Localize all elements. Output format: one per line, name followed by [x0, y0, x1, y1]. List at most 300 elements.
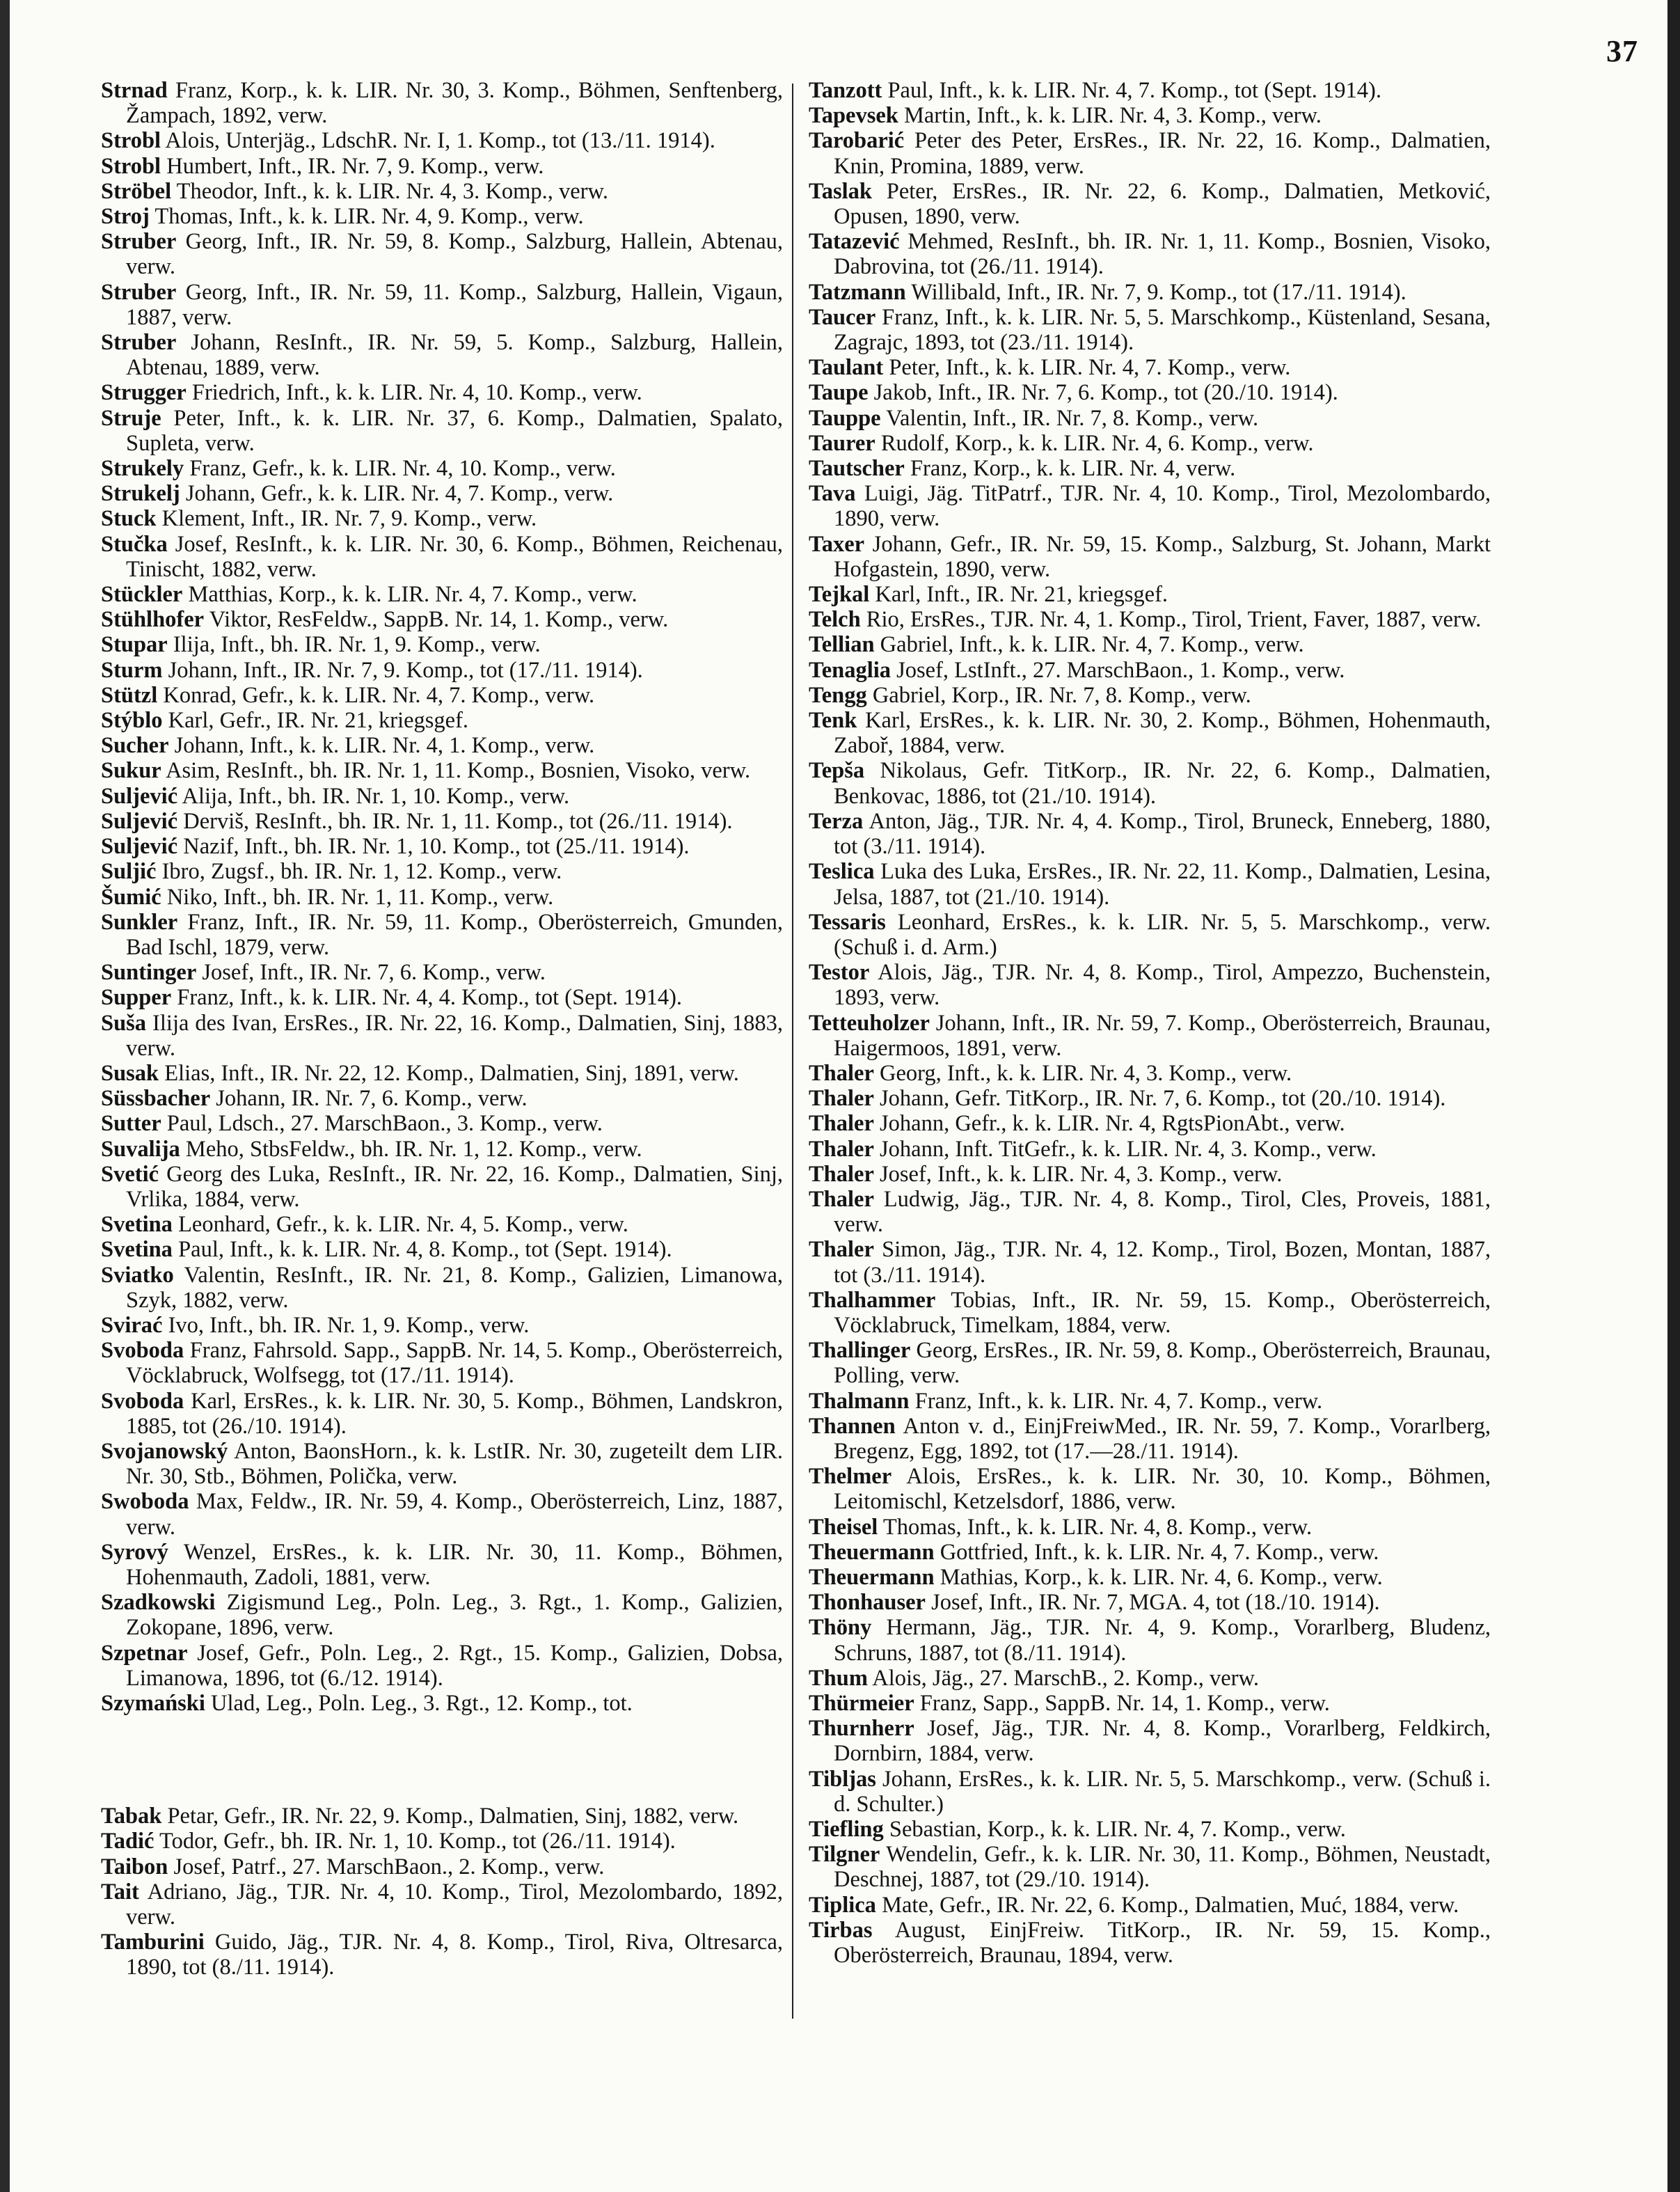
entry-details: Franz, Korp., k. k. LIR. Nr. 30, 3. Komp., Böhmen, Senftenberg, Žampach, 1892, verw. [126, 78, 783, 129]
entry-surname: Thalhammer [809, 1287, 936, 1313]
casualty-entry [101, 1212, 783, 1237]
entry-details: Anton v. d., EinjFreiwMed., IR. Nr. 59, 7. Komp., Vorarlberg, Bregenz, Egg, 1892, tot (17.—28./11. 1914). [834, 1413, 1491, 1464]
entry-surname: Taulant [809, 355, 884, 381]
casualty-entry [809, 128, 1491, 178]
entry-details: Rudolf, Korp., k. k. LIR. Nr. 4, 6. Komp., verw. [875, 430, 1314, 456]
casualty-entry [809, 1767, 1491, 1817]
entry-details: Ilija des Ivan, ErsRes., IR. Nr. 22, 16. Komp., Dalmatien, Sinj, 1883, verw. [126, 1010, 783, 1061]
entry-surname: Sukur [101, 758, 161, 784]
entry-surname: Tava [809, 481, 856, 507]
entry-details: Johann, ErsRes., k. k. LIR. Nr. 5, 5. Marschkomp., verw. (Schuß i. d. Schulter.) [834, 1766, 1491, 1817]
entry-details: Georg, Inft., k. k. LIR. Nr. 4, 3. Komp., verw. [873, 1060, 1292, 1086]
entry-details: Luigi, Jäg. TitPatrf., TJR. Nr. 4, 10. Komp., Tirol, Mezolombardo, 1890, verw. [834, 481, 1491, 532]
casualty-entry [101, 758, 783, 783]
entry-surname: Thallinger [809, 1338, 911, 1364]
entry-details: Johann, Gefr., k. k. LIR. Nr. 4, 7. Komp., verw. [180, 481, 614, 507]
entry-details: Ulad, Leg., Poln. Leg., 3. Rgt., 12. Komp., tot. [205, 1691, 633, 1716]
casualty-entry [101, 532, 783, 582]
entry-details: Mathias, Korp., k. k. LIR. Nr. 4, 6. Komp., verw. [934, 1564, 1383, 1590]
entry-details: Josef, Patrf., 27. MarschBaon., 2. Komp., verw. [168, 1854, 605, 1879]
entry-surname: Tenaglia [809, 657, 891, 683]
entry-details: Luka des Luka, ErsRes., IR. Nr. 22, 11. Komp., Dalmatien, Lesina, Jelsa, 1887, tot (21./10. 1914). [834, 859, 1491, 910]
entry-surname: Theuermann [809, 1539, 935, 1565]
entry-details: Johann, Inft. TitGefr., k. k. LIR. Nr. 4, 3. Komp., verw. [873, 1136, 1377, 1162]
casualty-entry [101, 406, 783, 456]
entry-details: Franz, Korp., k. k. LIR. Nr. 4, verw. [904, 456, 1236, 482]
entry-surname: Suljević [101, 808, 178, 834]
casualty-entry [809, 1540, 1491, 1565]
casualty-entry [101, 809, 783, 834]
entry-surname: Tetteuholzer [809, 1010, 930, 1036]
column-divider [792, 84, 793, 2019]
casualty-entry [101, 960, 783, 985]
entry-surname: Theuermann [809, 1564, 935, 1590]
entry-details: Johann, Gefr. TitKorp., IR. Nr. 7, 6. Komp., tot (20./10. 1914). [873, 1086, 1446, 1112]
entry-details: Paul, Ldsch., 27. MarschBaon., 3. Komp., verw. [161, 1111, 603, 1137]
entry-details: Sebastian, Korp., k. k. LIR. Nr. 4, 7. Komp., verw. [883, 1817, 1346, 1843]
casualty-entry [809, 1389, 1491, 1414]
entry-surname: Strobl [101, 128, 161, 154]
entry-surname: Taupe [809, 380, 869, 406]
entry-surname: Thaler [809, 1111, 874, 1137]
casualty-entry [101, 632, 783, 657]
casualty-entry [101, 733, 783, 758]
casualty-entry [101, 607, 783, 632]
entry-surname: Tauppe [809, 405, 881, 431]
entry-details: Gabriel, Korp., IR. Nr. 7, 8. Komp., verw. [866, 682, 1251, 708]
entry-surname: Taurer [809, 430, 875, 456]
casualty-entry [809, 1414, 1491, 1464]
entry-details: Friedrich, Inft., k. k. LIR. Nr. 4, 10. Komp., verw. [186, 380, 642, 406]
entry-surname: Taxer [809, 531, 865, 557]
entry-details: Guido, Jäg., TJR. Nr. 4, 8. Komp., Tirol, Riva, Oltresarca, 1890, tot (8./11. 1914). [126, 1930, 783, 1980]
entry-surname: Stýblo [101, 708, 163, 734]
entry-surname: Thannen [809, 1413, 896, 1439]
casualty-entry [809, 406, 1491, 431]
entry-details: Johann, ResInft., IR. Nr. 59, 5. Komp., Salzburg, Hallein, Abtenau, 1889, verw. [126, 330, 783, 381]
casualty-entry [101, 910, 783, 960]
entry-surname: Tengg [809, 682, 867, 708]
casualty-entry [809, 1893, 1491, 1918]
casualty-entry [101, 280, 783, 330]
entry-surname: Testor [809, 960, 870, 986]
entry-details: Max, Feldw., IR. Nr. 59, 4. Komp., Oberösterreich, Linz, 1887, verw. [126, 1489, 783, 1540]
entry-surname: Tiefling [809, 1817, 884, 1843]
entry-surname: Thalmann [809, 1388, 910, 1414]
entry-surname: Svoboda [101, 1388, 184, 1414]
casualty-entry [101, 784, 783, 809]
entry-details: Thomas, Inft., k. k. LIR. Nr. 4, 9. Komp., verw. [149, 204, 584, 230]
scan-edge-right [1667, 0, 1680, 2192]
casualty-entry [809, 103, 1491, 128]
casualty-entry [809, 1842, 1491, 1892]
entry-details: Adriano, Jäg., TJR. Nr. 4, 10. Komp., Tirol, Mezolombardo, 1892, verw. [126, 1879, 783, 1930]
casualty-entry [809, 1162, 1491, 1187]
casualty-entry [101, 229, 783, 279]
entry-details: Johann, Inft., IR. Nr. 59, 7. Komp., Oberösterreich, Braunau, Haigermoos, 1891, verw. [834, 1010, 1491, 1061]
entry-details: August, EinjFreiw. TitKorp., IR. Nr. 59, 15. Komp., Oberösterreich, Braunau, 1894, verw. [834, 1917, 1491, 1969]
entry-surname: Suljević [101, 834, 178, 860]
entry-details: Johann, Gefr., IR. Nr. 59, 15. Komp., Salzburg, St. Johann, Markt Hofgastein, 1890, verw. [834, 531, 1491, 582]
entry-details: Anton, Jäg., TJR. Nr. 4, 4. Komp., Tirol, Bruneck, Enneberg, 1880, tot (3./11. 1914). [834, 808, 1491, 860]
entry-surname: Tadić [101, 1829, 154, 1854]
entry-surname: Susak [101, 1060, 159, 1086]
entry-details: Willibald, Inft., IR. Nr. 7, 9. Komp., tot (17./11. 1914). [905, 279, 1406, 305]
entry-details: Josef, ResInft., k. k. LIR. Nr. 30, 6. Komp., Böhmen, Reichenau, Tinischt, 1882, verw. [126, 531, 783, 582]
entry-surname: Strukelj [101, 481, 180, 507]
entry-details: Elias, Inft., IR. Nr. 22, 12. Komp., Dalmatien, Sinj, 1891, verw. [159, 1060, 739, 1086]
entry-surname: Struber [101, 229, 177, 255]
entry-surname: Tarobarić [809, 128, 905, 154]
entry-surname: Tamburini [101, 1930, 205, 1955]
entry-details: Petar, Gefr., IR. Nr. 22, 9. Komp., Dalmatien, Sinj, 1882, verw. [161, 1804, 739, 1829]
entry-surname: Sutter [101, 1111, 161, 1137]
entry-surname: Süssbacher [101, 1086, 211, 1112]
entry-details: Martin, Inft., k. k. LIR. Nr. 4, 3. Komp., verw. [898, 103, 1322, 129]
page-number: 37 [1606, 34, 1638, 68]
entry-surname: Thonhauser [809, 1590, 926, 1616]
entry-surname: Tanzott [809, 78, 882, 103]
entry-details: Gabriel, Inft., k. k. LIR. Nr. 4, 7. Komp., verw. [874, 632, 1304, 658]
casualty-entry [809, 532, 1491, 582]
entry-details: Franz, Inft., k. k. LIR. Nr. 4, 7. Komp., verw. [909, 1388, 1323, 1414]
entry-details: Josef, Gefr., Poln. Leg., 2. Rgt., 15. Komp., Galizien, Dobsa, Limanowa, 1896, tot (6./12. 1914). [126, 1640, 783, 1691]
casualty-entry [101, 1086, 783, 1111]
entry-surname: Taibon [101, 1854, 168, 1879]
entry-surname: Sturm [101, 657, 163, 683]
entry-surname: Tepša [809, 758, 865, 784]
casualty-entry [809, 355, 1491, 380]
entry-surname: Stroj [101, 204, 150, 230]
entry-surname: Suvalija [101, 1136, 180, 1162]
entry-surname: Telch [809, 607, 861, 633]
entry-details: Ivo, Inft., bh. IR. Nr. 1, 9. Komp., verw. [162, 1312, 530, 1338]
entry-details: Johann, Inft., k. k. LIR. Nr. 4, 1. Komp., verw. [168, 733, 595, 759]
entry-surname: Svirać [101, 1312, 163, 1338]
entry-surname: Šumić [101, 884, 161, 910]
entry-surname: Tellian [809, 632, 875, 658]
entry-details: Nazif, Inft., bh. IR. Nr. 1, 10. Komp., tot (25./11. 1914). [177, 834, 690, 860]
entry-details: Paul, Inft., k. k. LIR. Nr. 4, 7. Komp., tot (Sept. 1914). [882, 78, 1382, 103]
entry-details: Johann, IR. Nr. 7, 6. Komp., verw. [210, 1086, 528, 1112]
casualty-entry [101, 1590, 783, 1640]
entry-surname: Tenk [809, 708, 857, 734]
casualty-entry [101, 1854, 783, 1879]
entry-surname: Suljević [101, 783, 178, 809]
entry-surname: Thelmer [809, 1464, 892, 1490]
entry-details: Karl, ErsRes., k. k. LIR. Nr. 30, 5. Komp., Böhmen, Landskron, 1885, tot (26./10. 1914). [126, 1388, 783, 1439]
casualty-entry [101, 1804, 783, 1829]
entry-details: Alois, ErsRes., k. k. LIR. Nr. 30, 10. Komp., Böhmen, Leitomischl, Ketzelsdorf, 1886, verw. [834, 1464, 1491, 1515]
casualty-entry [101, 1137, 783, 1162]
entry-surname: Taslak [809, 178, 872, 204]
entry-surname: Tautscher [809, 456, 905, 482]
entry-details: Leonhard, ErsRes., k. k. LIR. Nr. 5, 5. Marschkomp., verw. (Schuß i. d. Arm.) [834, 909, 1491, 960]
entry-details: Peter des Peter, ErsRes., IR. Nr. 22, 16. Komp., Dalmatien, Knin, Promina, 1889, verw. [834, 128, 1491, 179]
entry-surname: Thaler [809, 1237, 874, 1263]
entry-details: Klement, Inft., IR. Nr. 7, 9. Komp., verw. [156, 506, 537, 532]
entry-surname: Thaler [809, 1086, 874, 1112]
entry-surname: Terza [809, 808, 864, 834]
entry-details: Gottfried, Inft., k. k. LIR. Nr. 4, 7. Komp., verw. [934, 1539, 1379, 1565]
casualty-entry [809, 1111, 1491, 1136]
entry-details: Paul, Inft., k. k. LIR. Nr. 4, 8. Komp., tot (Sept. 1914). [172, 1237, 672, 1263]
entry-surname: Struber [101, 279, 177, 305]
entry-surname: Thaler [809, 1161, 874, 1187]
entry-details: Matthias, Korp., k. k. LIR. Nr. 4, 7. Komp., verw. [182, 582, 637, 608]
entry-details: Josef, Inft., k. k. LIR. Nr. 4, 3. Komp., verw. [873, 1161, 1283, 1187]
entry-details: Zigismund Leg., Poln. Leg., 3. Rgt., 1. Komp., Galizien, Zokopane, 1896, verw. [126, 1590, 783, 1641]
entry-details: Alois, Jäg., 27. MarschB., 2. Komp., verw. [867, 1665, 1259, 1691]
casualty-entry [101, 1162, 783, 1212]
entry-details: Meho, StbsFeldw., bh. IR. Nr. 1, 12. Komp., verw. [180, 1136, 642, 1162]
casualty-entry [101, 330, 783, 380]
entry-details: Leonhard, Gefr., k. k. LIR. Nr. 4, 5. Komp., verw. [172, 1212, 628, 1238]
entry-surname: Strnad [101, 78, 168, 103]
casualty-entry [809, 1061, 1491, 1086]
entry-surname: Thürmeier [809, 1691, 914, 1716]
entry-details: Peter, ErsRes., IR. Nr. 22, 6. Komp., Dalmatien, Metković, Opusen, 1890, verw. [834, 178, 1491, 230]
entry-surname: Suljić [101, 859, 157, 885]
entry-details: Josef, Jäg., TJR. Nr. 4, 8. Komp., Vorarlberg, Feldkirch, Dornbirn, 1884, verw. [834, 1716, 1491, 1767]
casualty-entry [809, 229, 1491, 279]
entry-details: Ludwig, Jäg., TJR. Nr. 4, 8. Komp., Tirol, Cles, Proveis, 1881, verw. [834, 1186, 1491, 1238]
casualty-entry [101, 1489, 783, 1539]
entry-surname: Tiplica [809, 1892, 876, 1918]
entry-details: Wendelin, Gefr., k. k. LIR. Nr. 30, 11. Komp., Böhmen, Neustadt, Deschnej, 1887, tot (29./10. 1914). [834, 1842, 1491, 1893]
casualty-entry [101, 1439, 783, 1489]
entry-details: Franz, Fahrsold. Sapp., SappB. Nr. 14, 5. Komp., Oberösterreich, Vöcklabruck, Wolfsegg, tot (17./11. 1914). [126, 1338, 783, 1389]
entry-surname: Tapevsek [809, 103, 898, 129]
casualty-entry [809, 960, 1491, 1010]
casualty-entry [809, 380, 1491, 405]
entry-details: Josef, LstInft., 27. MarschBaon., 1. Komp., verw. [891, 657, 1345, 683]
entry-details: Peter, Inft., k. k. LIR. Nr. 37, 6. Komp., Dalmatien, Spalato, Supleta, verw. [126, 405, 783, 456]
entry-surname: Taucer [809, 304, 876, 330]
casualty-entry [101, 1829, 783, 1854]
entry-details: Franz, Gefr., k. k. LIR. Nr. 4, 10. Komp., verw. [184, 456, 616, 482]
casualty-entry [101, 1879, 783, 1930]
casualty-entry [809, 1187, 1491, 1237]
entry-details: Mehmed, ResInft., bh. IR. Nr. 1, 11. Komp., Bosnien, Visoko, Dabrovina, tot (26./11. 1914). [834, 229, 1491, 280]
entry-details: Franz, Sapp., SappB. Nr. 14, 1. Komp., verw. [914, 1691, 1330, 1716]
entry-surname: Supper [101, 985, 172, 1011]
entry-details: Johann, Gefr., k. k. LIR. Nr. 4, RgtsPionAbt., verw. [873, 1111, 1345, 1137]
entry-details: Nikolaus, Gefr. TitKorp., IR. Nr. 22, 6. Komp., Dalmatien, Benkovac, 1886, tot (21./10. 1914). [834, 758, 1491, 809]
entry-surname: Svojanowský [101, 1438, 228, 1464]
entry-surname: Stuck [101, 506, 157, 532]
entry-surname: Teslica [809, 859, 875, 885]
entry-details: Todor, Gefr., bh. IR. Nr. 1, 10. Komp., tot (26./11. 1914). [154, 1829, 676, 1854]
entry-surname: Svetina [101, 1212, 173, 1238]
casualty-entry [101, 658, 783, 683]
casualty-entry [101, 154, 783, 179]
entry-surname: Struber [101, 330, 177, 356]
casualty-entry [809, 1918, 1491, 1968]
casualty-entry [101, 1237, 783, 1262]
entry-surname: Stupar [101, 632, 168, 658]
casualty-entry [101, 1111, 783, 1136]
casualty-entry [101, 204, 783, 229]
casualty-entry [101, 1691, 783, 1716]
entry-details: Derviš, ResInft., bh. IR. Nr. 1, 11. Komp., tot (26./11. 1914). [177, 808, 733, 834]
entry-details: Valentin, ResInft., IR. Nr. 21, 8. Komp., Galizien, Limanowa, Szyk, 1882, verw. [126, 1262, 783, 1313]
entry-surname: Tatzmann [809, 279, 906, 305]
entry-details: Hermann, Jäg., TJR. Nr. 4, 9. Komp., Vorarlberg, Bludenz, Schruns, 1887, tot (8./11. 1914). [834, 1615, 1491, 1666]
entry-details: Franz, Inft., k. k. LIR. Nr. 4, 4. Komp., tot (Sept. 1914). [171, 985, 683, 1011]
entry-surname: Thaler [809, 1060, 874, 1086]
entry-surname: Suntinger [101, 960, 197, 986]
casualty-entry [101, 456, 783, 481]
casualty-entry [101, 78, 783, 128]
entry-surname: Thaler [809, 1136, 874, 1162]
entry-surname: Swoboda [101, 1489, 189, 1515]
casualty-entry [809, 179, 1491, 229]
casualty-entry [809, 1464, 1491, 1514]
entry-surname: Sviatko [101, 1262, 174, 1288]
entry-surname: Tessaris [809, 909, 886, 935]
casualty-entry [809, 78, 1491, 103]
entry-surname: Stühlhofer [101, 607, 205, 633]
casualty-entry [101, 1263, 783, 1313]
entry-details: Georg, Inft., IR. Nr. 59, 11. Komp., Salzburg, Hallein, Vigaun, 1887, verw. [126, 279, 783, 330]
entry-details: Mate, Gefr., IR. Nr. 22, 6. Komp., Dalmatien, Muć, 1884, verw. [875, 1892, 1459, 1918]
casualty-entry [809, 1086, 1491, 1111]
entry-surname: Tilgner [809, 1842, 880, 1868]
entry-surname: Strobl [101, 153, 161, 179]
casualty-entry [809, 1817, 1491, 1842]
casualty-entry [101, 683, 783, 708]
casualty-entry [809, 1691, 1491, 1716]
entry-details: Tobias, Inft., IR. Nr. 59, 15. Komp., Oberösterreich, Vöcklabruck, Timelkam, 1884, verw. [834, 1287, 1491, 1338]
casualty-entry [101, 1313, 783, 1338]
entry-surname: Thöny [809, 1615, 872, 1641]
casualty-entry [101, 1641, 783, 1691]
casualty-entry [101, 179, 783, 204]
casualty-entry [809, 1237, 1491, 1287]
entry-details: Alija, Inft., bh. IR. Nr. 1, 10. Komp., verw. [177, 783, 570, 809]
casualty-entry [101, 1540, 783, 1590]
casualty-entry [809, 1666, 1491, 1691]
casualty-entry [101, 1338, 783, 1388]
entry-surname: Svoboda [101, 1338, 184, 1364]
casualty-entry [809, 683, 1491, 708]
entry-details: Wenzel, ErsRes., k. k. LIR. Nr. 30, 11. Komp., Böhmen, Hohenmauth, Zadoli, 1881, verw. [126, 1539, 783, 1590]
entry-surname: Thum [809, 1665, 868, 1691]
casualty-entry [101, 859, 783, 884]
entry-surname: Tait [101, 1879, 139, 1905]
entry-details: Thomas, Inft., k. k. LIR. Nr. 4, 8. Komp., verw. [878, 1514, 1313, 1540]
entry-details: Georg, Inft., IR. Nr. 59, 8. Komp., Salzburg, Hallein, Abtenau, verw. [126, 229, 783, 280]
entry-details: Franz, Inft., IR. Nr. 59, 11. Komp., Oberösterreich, Gmunden, Bad Ischl, 1879, verw. [126, 909, 783, 960]
entry-details: Ilija, Inft., bh. IR. Nr. 1, 9. Komp., verw. [167, 632, 541, 658]
entry-surname: Strukely [101, 456, 184, 482]
casualty-entry [809, 1011, 1491, 1061]
entry-surname: Thurnherr [809, 1716, 914, 1742]
entry-details: Valentin, Inft., IR. Nr. 7, 8. Komp., verw. [880, 405, 1259, 431]
casualty-entry [101, 985, 783, 1010]
entry-details: Theodor, Inft., k. k. LIR. Nr. 4, 3. Komp., verw. [171, 178, 608, 204]
casualty-entry [101, 885, 783, 910]
casualty-entry [809, 1615, 1491, 1665]
entry-surname: Syrový [101, 1539, 168, 1565]
entry-details: Georg des Luka, ResInft., IR. Nr. 22, 16. Komp., Dalmatien, Sinj, Vrlika, 1884, verw. [126, 1161, 783, 1212]
entry-details: Anton, BaonsHorn., k. k. LstIR. Nr. 30, zugeteilt dem LIR. Nr. 30, Stb., Böhmen, Polička, verw. [126, 1438, 783, 1490]
entry-details: Konrad, Gefr., k. k. LIR. Nr. 4, 7. Komp., verw. [157, 682, 595, 708]
scan-edge-left [0, 0, 10, 2192]
casualty-entry [101, 582, 783, 607]
entry-details: Josef, Inft., IR. Nr. 7, 6. Komp., verw. [196, 960, 546, 986]
entry-details: Ibro, Zugsf., bh. IR. Nr. 1, 12. Komp., verw. [156, 859, 562, 885]
entry-surname: Tabak [101, 1804, 162, 1829]
casualty-entry [809, 1716, 1491, 1766]
entry-surname: Szymański [101, 1691, 205, 1716]
entry-surname: Struje [101, 405, 161, 431]
entry-surname: Svetina [101, 1237, 173, 1263]
casualty-entry [809, 431, 1491, 456]
casualty-entry [809, 280, 1491, 305]
entry-surname: Tatazević [809, 229, 900, 255]
entry-surname: Sucher [101, 733, 169, 759]
entry-surname: Szadkowski [101, 1590, 216, 1616]
casualty-entry [101, 1930, 783, 1980]
casualty-entry [101, 380, 783, 405]
entry-details: Karl, Gefr., IR. Nr. 21, kriegsgef. [162, 708, 469, 734]
left-column [101, 78, 783, 1980]
entry-details: Alois, Jäg., TJR. Nr. 4, 8. Komp., Tirol, Ampezzo, Buchenstein, 1893, verw. [834, 960, 1491, 1011]
entry-details: Alois, Unterjäg., LdschR. Nr. I, 1. Komp., tot (13./11. 1914). [161, 128, 715, 154]
casualty-entry [101, 834, 783, 859]
entry-surname: Strugger [101, 380, 187, 406]
entry-details: Peter, Inft., k. k. LIR. Nr. 4, 7. Komp., verw. [883, 355, 1291, 381]
casualty-entry [101, 708, 783, 733]
casualty-entry [809, 758, 1491, 808]
entry-surname: Sunkler [101, 909, 178, 935]
entry-surname: Stückler [101, 582, 183, 608]
entry-details: Jakob, Inft., IR. Nr. 7, 6. Komp., tot (20./10. 1914). [868, 380, 1338, 406]
entry-surname: Thaler [809, 1186, 874, 1212]
entry-details: Josef, Inft., IR. Nr. 7, MGA. 4, tot (18./10. 1914). [925, 1590, 1380, 1616]
entry-surname: Suša [101, 1010, 147, 1036]
casualty-entry [809, 582, 1491, 607]
casualty-entry [809, 607, 1491, 632]
entry-details: Humbert, Inft., IR. Nr. 7, 9. Komp., verw. [161, 153, 544, 179]
entry-surname: Theisel [809, 1514, 878, 1540]
casualty-entry [809, 1515, 1491, 1540]
entry-surname: Tibljas [809, 1766, 876, 1792]
entry-surname: Svetić [101, 1161, 159, 1187]
entry-details: Niko, Inft., bh. IR. Nr. 1, 11. Komp., verw. [161, 884, 554, 910]
casualty-entry [101, 506, 783, 531]
casualty-entry [809, 658, 1491, 683]
casualty-entry [809, 910, 1491, 960]
casualty-entry [809, 1590, 1491, 1615]
casualty-entry [101, 1389, 783, 1439]
casualty-entry [101, 1011, 783, 1061]
entry-surname: Ströbel [101, 178, 172, 204]
casualty-entry [809, 632, 1491, 657]
casualty-entry [809, 859, 1491, 909]
entry-details: Simon, Jäg., TJR. Nr. 4, 12. Komp., Tirol, Bozen, Montan, 1887, tot (3./11. 1914). [834, 1237, 1491, 1288]
casualty-entry [809, 1338, 1491, 1388]
entry-surname: Stützl [101, 682, 158, 708]
entry-details: Karl, Inft., IR. Nr. 21, kriegsgef. [869, 582, 1168, 608]
casualty-entry [809, 456, 1491, 481]
casualty-entry [101, 481, 783, 506]
entry-details: Asim, ResInft., bh. IR. Nr. 1, 11. Komp., Bosnien, Visoko, verw. [161, 758, 751, 784]
entry-details: Georg, ErsRes., IR. Nr. 59, 8. Komp., Oberösterreich, Braunau, Polling, verw. [834, 1338, 1491, 1389]
entry-details: Karl, ErsRes., k. k. LIR. Nr. 30, 2. Komp., Böhmen, Hohenmauth, Zaboř, 1884, verw. [834, 708, 1491, 759]
